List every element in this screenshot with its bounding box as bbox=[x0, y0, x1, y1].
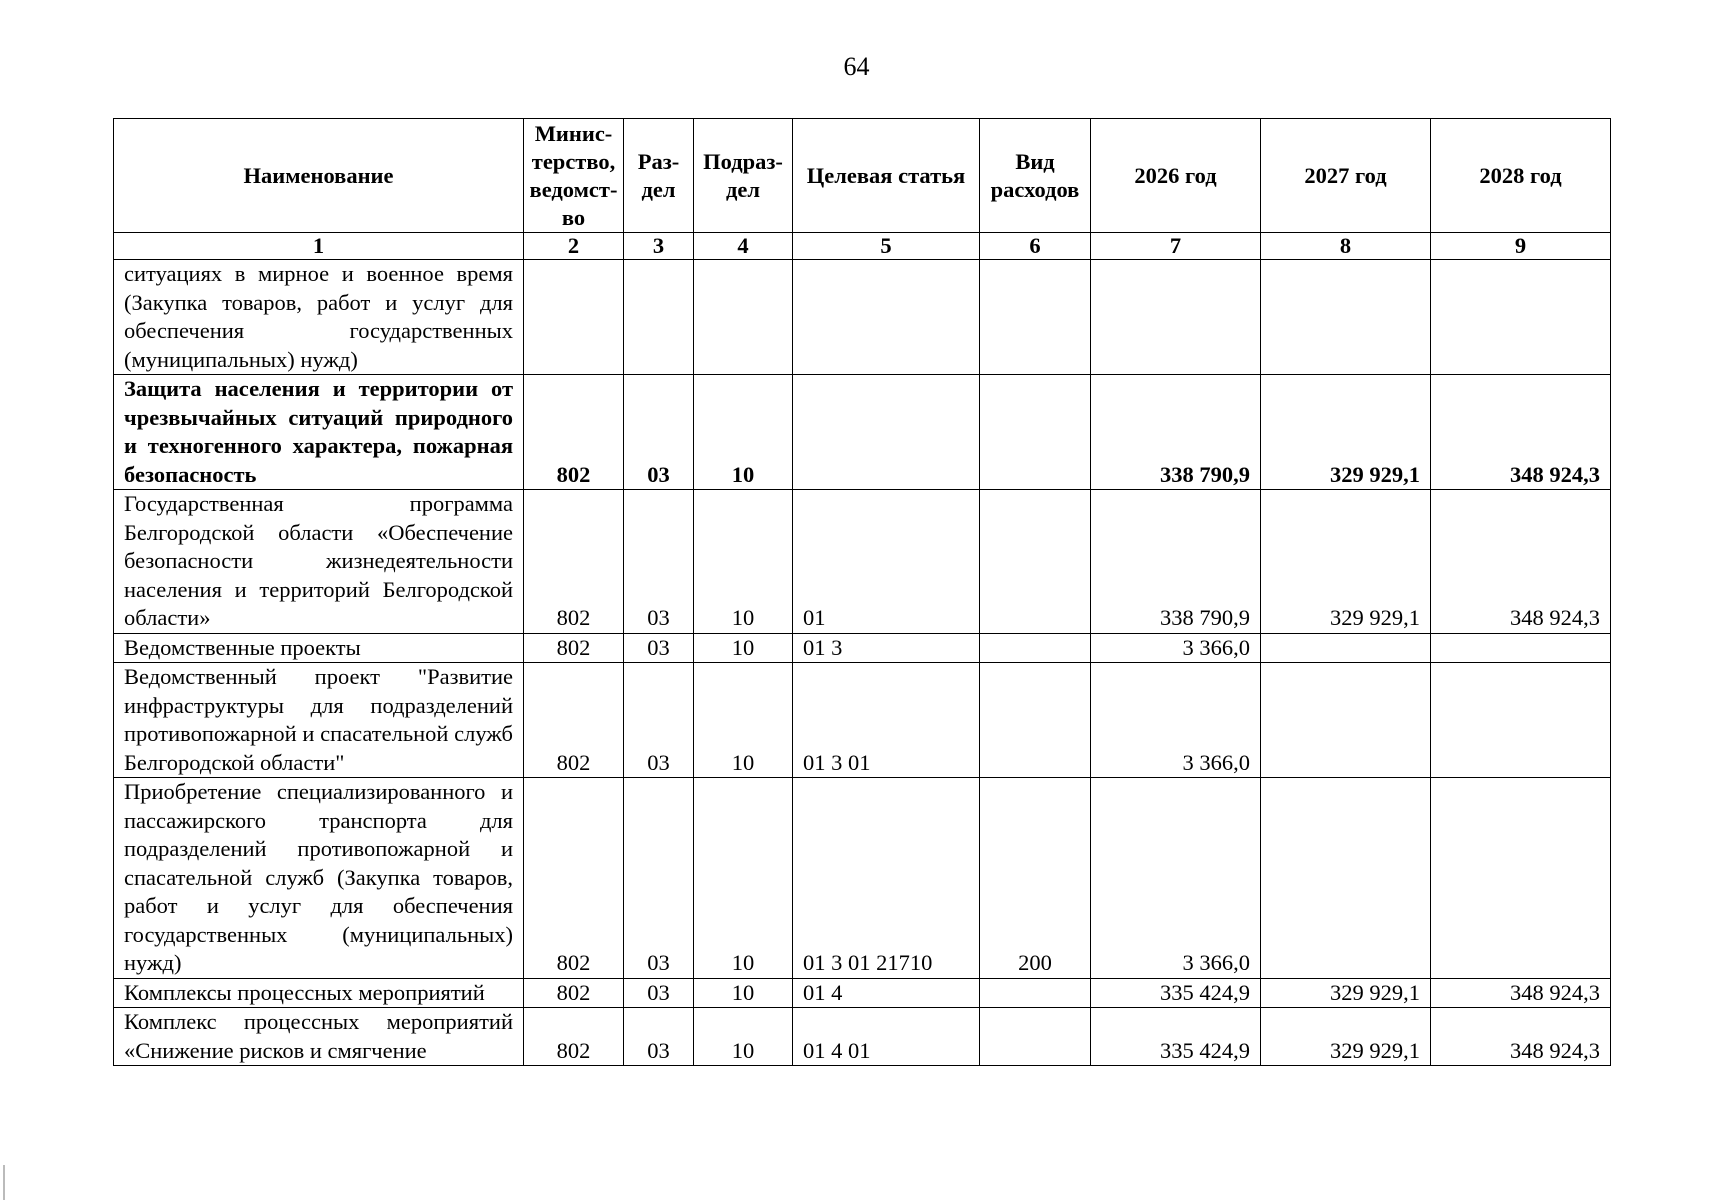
header-name: Наименование bbox=[114, 119, 524, 233]
column-number: 5 bbox=[793, 233, 980, 260]
cell-section: 03 bbox=[624, 1008, 694, 1066]
cell-2027 bbox=[1261, 778, 1431, 979]
header-2028: 2028 год bbox=[1431, 119, 1611, 233]
table-row bbox=[114, 633, 1611, 663]
cell-expense-type: 200 bbox=[980, 778, 1091, 979]
cell-expense-type bbox=[980, 375, 1091, 490]
scan-margin-mark bbox=[3, 1165, 5, 1200]
cell-ministry: 802 bbox=[524, 1008, 624, 1066]
cell-subsection: 10 bbox=[694, 633, 793, 663]
cell-ministry: 802 bbox=[524, 490, 624, 634]
cell-2026: 335 424,9 bbox=[1091, 978, 1261, 1008]
table-row bbox=[114, 375, 1611, 490]
cell-2027 bbox=[1261, 260, 1431, 375]
cell-target: 01 4 01 bbox=[793, 1008, 980, 1066]
column-number: 8 bbox=[1261, 233, 1431, 260]
column-number-row bbox=[114, 233, 1611, 260]
cell-subsection bbox=[694, 260, 793, 375]
cell-ministry: 802 bbox=[524, 978, 624, 1008]
cell-target: 01 4 bbox=[793, 978, 980, 1008]
header-expense-type: Вид расходов bbox=[980, 119, 1091, 233]
table-row bbox=[114, 490, 1611, 634]
cell-name: Защита населения и территории от чрезвычайных ситуаций природного и техногенного характера, пожарная безопасность bbox=[114, 375, 524, 490]
cell-name: Приобретение специализированного и пассажирского транспорта для подразделений противопожарной и спасательной служб (Закупка товаров, работ и услуг для обеспечения государственных (муниципальных) нужд) bbox=[114, 778, 524, 979]
header-2027: 2027 год bbox=[1261, 119, 1431, 233]
cell-ministry: 802 bbox=[524, 633, 624, 663]
cell-subsection: 10 bbox=[694, 490, 793, 634]
cell-subsection: 10 bbox=[694, 1008, 793, 1066]
cell-expense-type bbox=[980, 1008, 1091, 1066]
cell-2026: 335 424,9 bbox=[1091, 1008, 1261, 1066]
cell-2026: 338 790,9 bbox=[1091, 375, 1261, 490]
cell-2027: 329 929,1 bbox=[1261, 1008, 1431, 1066]
cell-expense-type bbox=[980, 490, 1091, 634]
budget-table bbox=[113, 118, 1611, 1066]
table-body bbox=[114, 260, 1611, 1066]
cell-section: 03 bbox=[624, 663, 694, 778]
cell-target: 01 3 01 21710 bbox=[793, 778, 980, 979]
column-number: 6 bbox=[980, 233, 1091, 260]
column-number: 4 bbox=[694, 233, 793, 260]
cell-name: Государственная программа Белгородской области «Обеспечение безопасности жизнедеятельности населения и территорий Белгородской области» bbox=[114, 490, 524, 634]
cell-2027 bbox=[1261, 663, 1431, 778]
cell-name: Ведомственный проект "Развитие инфраструктуры для подразделений противопожарной и спасательной служб Белгородской области" bbox=[114, 663, 524, 778]
cell-2028 bbox=[1431, 778, 1611, 979]
header-subsection: Подраз-дел bbox=[694, 119, 793, 233]
cell-section: 03 bbox=[624, 778, 694, 979]
cell-target: 01 3 bbox=[793, 633, 980, 663]
cell-expense-type bbox=[980, 663, 1091, 778]
column-number: 9 bbox=[1431, 233, 1611, 260]
table-row bbox=[114, 663, 1611, 778]
column-number: 2 bbox=[524, 233, 624, 260]
cell-2028: 348 924,3 bbox=[1431, 978, 1611, 1008]
page-number: 64 bbox=[843, 52, 870, 81]
column-number: 7 bbox=[1091, 233, 1261, 260]
cell-target: 01 3 01 bbox=[793, 663, 980, 778]
cell-section: 03 bbox=[624, 633, 694, 663]
cell-ministry: 802 bbox=[524, 778, 624, 979]
cell-target bbox=[793, 260, 980, 375]
cell-subsection: 10 bbox=[694, 778, 793, 979]
cell-name: ситуациях в мирное и военное время (Закупка товаров, работ и услуг для обеспечения государственных (муниципальных) нужд) bbox=[114, 260, 524, 375]
header-section: Раз-дел bbox=[624, 119, 694, 233]
cell-target: 01 bbox=[793, 490, 980, 634]
header-2026: 2026 год bbox=[1091, 119, 1261, 233]
cell-subsection: 10 bbox=[694, 978, 793, 1008]
cell-subsection: 10 bbox=[694, 663, 793, 778]
cell-2027 bbox=[1261, 633, 1431, 663]
header-row bbox=[114, 119, 1611, 233]
cell-2026: 338 790,9 bbox=[1091, 490, 1261, 634]
cell-2027: 329 929,1 bbox=[1261, 978, 1431, 1008]
cell-section: 03 bbox=[624, 978, 694, 1008]
header-target: Целевая статья bbox=[793, 119, 980, 233]
cell-2026 bbox=[1091, 260, 1261, 375]
cell-ministry: 802 bbox=[524, 663, 624, 778]
cell-2028 bbox=[1431, 633, 1611, 663]
cell-2028: 348 924,3 bbox=[1431, 490, 1611, 634]
cell-name: Ведомственные проекты bbox=[114, 633, 524, 663]
cell-expense-type bbox=[980, 260, 1091, 375]
cell-expense-type bbox=[980, 978, 1091, 1008]
cell-2028: 348 924,3 bbox=[1431, 1008, 1611, 1066]
table-row bbox=[114, 978, 1611, 1008]
cell-2028: 348 924,3 bbox=[1431, 375, 1611, 490]
cell-expense-type bbox=[980, 633, 1091, 663]
cell-name: Комплекс процессных мероприятий «Снижение рисков и смягчение bbox=[114, 1008, 524, 1066]
cell-2027: 329 929,1 bbox=[1261, 375, 1431, 490]
cell-2026: 3 366,0 bbox=[1091, 778, 1261, 979]
cell-2026: 3 366,0 bbox=[1091, 633, 1261, 663]
cell-subsection: 10 bbox=[694, 375, 793, 490]
cell-name: Комплексы процессных мероприятий bbox=[114, 978, 524, 1008]
column-number: 1 bbox=[114, 233, 524, 260]
cell-section: 03 bbox=[624, 375, 694, 490]
table-row bbox=[114, 1008, 1611, 1066]
cell-ministry: 802 bbox=[524, 375, 624, 490]
cell-2027: 329 929,1 bbox=[1261, 490, 1431, 634]
cell-ministry bbox=[524, 260, 624, 375]
table-row bbox=[114, 778, 1611, 979]
cell-2028 bbox=[1431, 663, 1611, 778]
cell-target bbox=[793, 375, 980, 490]
cell-2026: 3 366,0 bbox=[1091, 663, 1261, 778]
table-row bbox=[114, 260, 1611, 375]
cell-2028 bbox=[1431, 260, 1611, 375]
column-number: 3 bbox=[624, 233, 694, 260]
header-ministry: Минис-терство, ведомст-во bbox=[524, 119, 624, 233]
cell-section bbox=[624, 260, 694, 375]
cell-section: 03 bbox=[624, 490, 694, 634]
